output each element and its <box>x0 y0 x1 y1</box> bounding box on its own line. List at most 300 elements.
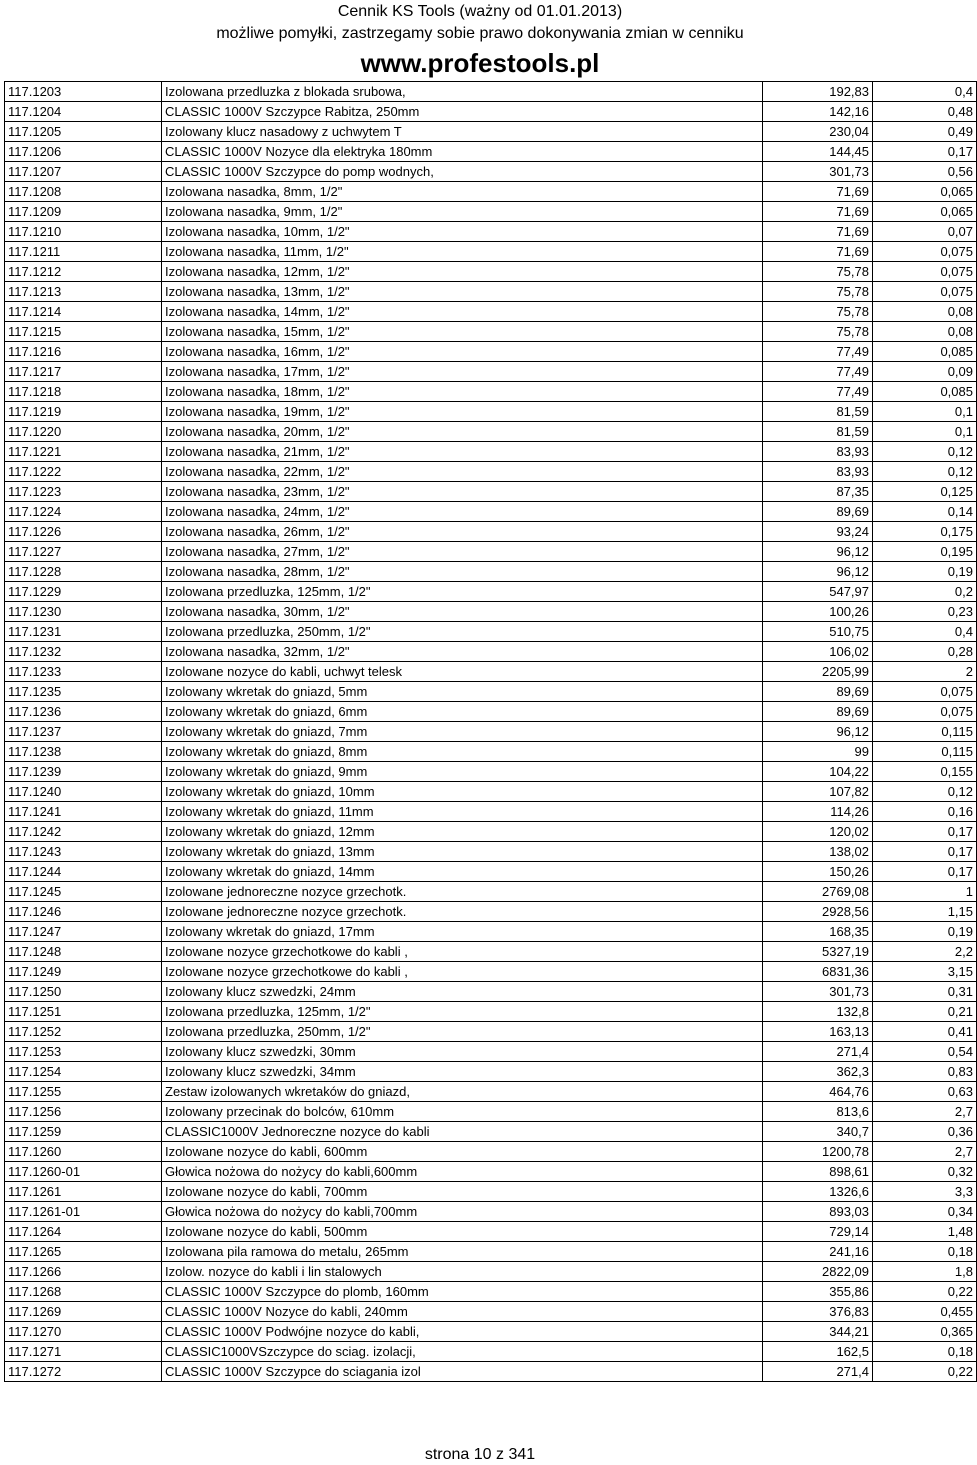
price-cell: 75,78 <box>763 302 873 322</box>
table-row <box>5 522 977 542</box>
weight-cell: 0,49 <box>873 122 977 142</box>
table-row <box>5 682 977 702</box>
product-name-cell: Zestaw izolowanych wkretaków do gniazd, <box>162 1082 763 1102</box>
product-code-cell: 117.1230 <box>5 602 162 622</box>
table-row <box>5 462 977 482</box>
table-row <box>5 502 977 522</box>
product-name-cell: Izolowana przedluzka, 125mm, 1/2" <box>162 1002 763 1022</box>
price-cell: 87,35 <box>763 482 873 502</box>
product-code-cell: 117.1252 <box>5 1022 162 1042</box>
product-code-cell: 117.1238 <box>5 742 162 762</box>
weight-cell: 1,48 <box>873 1222 977 1242</box>
product-code-cell: 117.1232 <box>5 642 162 662</box>
product-code-cell: 117.1239 <box>5 762 162 782</box>
product-name-cell: Izolowana nasadka, 20mm, 1/2" <box>162 422 763 442</box>
product-name-cell: Izolowany klucz nasadowy z uchwytem T <box>162 122 763 142</box>
table-row <box>5 182 977 202</box>
table-row <box>5 262 977 282</box>
table-row <box>5 1062 977 1082</box>
weight-cell: 0,075 <box>873 262 977 282</box>
price-cell: 2928,56 <box>763 902 873 922</box>
table-row <box>5 82 977 102</box>
product-code-cell: 117.1259 <box>5 1122 162 1142</box>
table-row <box>5 1222 977 1242</box>
table-row <box>5 702 977 722</box>
weight-cell: 0,075 <box>873 242 977 262</box>
table-row <box>5 422 977 442</box>
product-code-cell: 117.1247 <box>5 922 162 942</box>
price-cell: 192,83 <box>763 82 873 102</box>
price-cell: 107,82 <box>763 782 873 802</box>
product-name-cell: Izolowana nasadka, 22mm, 1/2" <box>162 462 763 482</box>
product-code-cell: 117.1219 <box>5 402 162 422</box>
price-cell: 104,22 <box>763 762 873 782</box>
product-code-cell: 117.1237 <box>5 722 162 742</box>
price-cell: 2205,99 <box>763 662 873 682</box>
weight-cell: 0,83 <box>873 1062 977 1082</box>
product-code-cell: 117.1212 <box>5 262 162 282</box>
product-code-cell: 117.1261 <box>5 1182 162 1202</box>
table-row <box>5 362 977 382</box>
table-row <box>5 222 977 242</box>
table-row <box>5 122 977 142</box>
table-row <box>5 102 977 122</box>
weight-cell: 0,155 <box>873 762 977 782</box>
weight-cell: 3,15 <box>873 962 977 982</box>
price-cell: 75,78 <box>763 282 873 302</box>
product-name-cell: Izolowane nozyce do kabli, uchwyt telesk <box>162 662 763 682</box>
weight-cell: 0,175 <box>873 522 977 542</box>
product-code-cell: 117.1211 <box>5 242 162 262</box>
product-code-cell: 117.1215 <box>5 322 162 342</box>
table-row <box>5 1302 977 1322</box>
price-cell: 355,86 <box>763 1282 873 1302</box>
price-cell: 271,4 <box>763 1042 873 1062</box>
price-cell: 344,21 <box>763 1322 873 1342</box>
product-name-cell: CLASSIC 1000V Szczypce do plomb, 160mm <box>162 1282 763 1302</box>
product-name-cell: Izolowane jednoreczne nozyce grzechotk. <box>162 902 763 922</box>
price-cell: 75,78 <box>763 262 873 282</box>
weight-cell: 0,195 <box>873 542 977 562</box>
table-row <box>5 1262 977 1282</box>
table-row <box>5 1122 977 1142</box>
product-name-cell: Izolowany klucz szwedzki, 30mm <box>162 1042 763 1062</box>
price-cell: 77,49 <box>763 342 873 362</box>
price-cell: 2769,08 <box>763 882 873 902</box>
price-cell: 77,49 <box>763 382 873 402</box>
table-row <box>5 842 977 862</box>
weight-cell: 0,12 <box>873 462 977 482</box>
product-code-cell: 117.1204 <box>5 102 162 122</box>
product-name-cell: Izolowany przecinak do bolców, 610mm <box>162 1102 763 1122</box>
weight-cell: 0,4 <box>873 622 977 642</box>
table-row <box>5 1102 977 1122</box>
product-code-cell: 117.1226 <box>5 522 162 542</box>
product-name-cell: CLASSIC 1000V Nozyce dla elektryka 180mm <box>162 142 763 162</box>
price-cell: 71,69 <box>763 182 873 202</box>
product-name-cell: CLASSIC 1000V Szczypce do sciagania izol <box>162 1362 763 1382</box>
product-name-cell: Izolowany wkretak do gniazd, 11mm <box>162 802 763 822</box>
table-row <box>5 582 977 602</box>
table-row <box>5 1362 977 1382</box>
table-row <box>5 1082 977 1102</box>
product-code-cell: 117.1216 <box>5 342 162 362</box>
table-row <box>5 322 977 342</box>
table-row <box>5 142 977 162</box>
product-name-cell: Izolowany klucz szwedzki, 24mm <box>162 982 763 1002</box>
price-cell: 71,69 <box>763 222 873 242</box>
product-code-cell: 117.1206 <box>5 142 162 162</box>
product-name-cell: Izolowany wkretak do gniazd, 12mm <box>162 822 763 842</box>
price-cell: 71,69 <box>763 202 873 222</box>
product-name-cell: Izolowana nasadka, 32mm, 1/2" <box>162 642 763 662</box>
table-row <box>5 902 977 922</box>
weight-cell: 0,14 <box>873 502 977 522</box>
weight-cell: 0,07 <box>873 222 977 242</box>
table-row <box>5 962 977 982</box>
price-cell: 893,03 <box>763 1202 873 1222</box>
product-name-cell: Izolowany wkretak do gniazd, 14mm <box>162 862 763 882</box>
weight-cell: 0,31 <box>873 982 977 1002</box>
price-cell: 547,97 <box>763 582 873 602</box>
price-cell: 96,12 <box>763 542 873 562</box>
table-row <box>5 1242 977 1262</box>
product-code-cell: 117.1220 <box>5 422 162 442</box>
table-row <box>5 442 977 462</box>
price-cell: 1326,6 <box>763 1182 873 1202</box>
product-name-cell: CLASSIC 1000V Nozyce do kabli, 240mm <box>162 1302 763 1322</box>
price-cell: 81,59 <box>763 422 873 442</box>
weight-cell: 0,12 <box>873 442 977 462</box>
product-name-cell: Izolowana nasadka, 11mm, 1/2" <box>162 242 763 262</box>
product-name-cell: Izolowana przedluzka, 125mm, 1/2" <box>162 582 763 602</box>
document-subtitle: możliwe pomyłki, zastrzegamy sobie prawo dokonywania zmian w cenniku <box>216 25 744 42</box>
price-cell: 96,12 <box>763 722 873 742</box>
product-code-cell: 117.1250 <box>5 982 162 1002</box>
weight-cell: 0,36 <box>873 1122 977 1142</box>
weight-cell: 0,125 <box>873 482 977 502</box>
table-row <box>5 242 977 262</box>
table-row <box>5 282 977 302</box>
weight-cell: 0,17 <box>873 842 977 862</box>
product-name-cell: CLASSIC 1000V Szczypce do pomp wodnych, <box>162 162 763 182</box>
product-name-cell: Izolowana przedluzka, 250mm, 1/2" <box>162 1022 763 1042</box>
weight-cell: 0,32 <box>873 1162 977 1182</box>
price-cell: 362,3 <box>763 1062 873 1082</box>
product-name-cell: Izolowana nasadka, 19mm, 1/2" <box>162 402 763 422</box>
table-row <box>5 602 977 622</box>
product-code-cell: 117.1231 <box>5 622 162 642</box>
product-code-cell: 117.1254 <box>5 1062 162 1082</box>
page-footer <box>0 1445 960 1465</box>
product-name-cell: Izolowane jednoreczne nozyce grzechotk. <box>162 882 763 902</box>
product-code-cell: 117.1240 <box>5 782 162 802</box>
table-row <box>5 722 977 742</box>
table-row <box>5 762 977 782</box>
table-row <box>5 942 977 962</box>
product-name-cell: Izolowany wkretak do gniazd, 8mm <box>162 742 763 762</box>
page-number: strona 10 z 341 <box>424 1446 536 1463</box>
weight-cell: 0,28 <box>873 642 977 662</box>
weight-cell: 3,3 <box>873 1182 977 1202</box>
table-row <box>5 402 977 422</box>
table-row <box>5 922 977 942</box>
table-row <box>5 882 977 902</box>
table-row <box>5 1202 977 1222</box>
product-name-cell: Izolowana nasadka, 24mm, 1/2" <box>162 502 763 522</box>
table-row <box>5 542 977 562</box>
price-cell: 340,7 <box>763 1122 873 1142</box>
weight-cell: 0,08 <box>873 302 977 322</box>
product-code-cell: 117.1260 <box>5 1142 162 1162</box>
table-row <box>5 1022 977 1042</box>
product-code-cell: 117.1242 <box>5 822 162 842</box>
product-code-cell: 117.1272 <box>5 1362 162 1382</box>
weight-cell: 0,2 <box>873 582 977 602</box>
weight-cell: 0,22 <box>873 1282 977 1302</box>
product-code-cell: 117.1265 <box>5 1242 162 1262</box>
price-cell: 89,69 <box>763 502 873 522</box>
table-row <box>5 802 977 822</box>
product-code-cell: 117.1270 <box>5 1322 162 1342</box>
weight-cell: 2,2 <box>873 942 977 962</box>
price-cell: 89,69 <box>763 702 873 722</box>
product-code-cell: 117.1203 <box>5 82 162 102</box>
product-code-cell: 117.1251 <box>5 1002 162 1022</box>
table-row <box>5 382 977 402</box>
product-name-cell: Izolowana nasadka, 18mm, 1/2" <box>162 382 763 402</box>
price-cell: 96,12 <box>763 562 873 582</box>
product-name-cell: Izolowana nasadka, 30mm, 1/2" <box>162 602 763 622</box>
product-code-cell: 117.1245 <box>5 882 162 902</box>
weight-cell: 0,56 <box>873 162 977 182</box>
product-code-cell: 117.1260-01 <box>5 1162 162 1182</box>
website-url: www.profestools.pl <box>360 48 600 78</box>
price-cell: 729,14 <box>763 1222 873 1242</box>
table-row <box>5 642 977 662</box>
product-code-cell: 117.1243 <box>5 842 162 862</box>
product-name-cell: Izolowane nozyce do kabli, 500mm <box>162 1222 763 1242</box>
document-title: Cennik KS Tools (ważny od 01.01.2013) <box>337 3 623 20</box>
product-code-cell: 117.1264 <box>5 1222 162 1242</box>
table-row <box>5 202 977 222</box>
price-cell: 83,93 <box>763 442 873 462</box>
weight-cell: 2 <box>873 662 977 682</box>
table-row <box>5 782 977 802</box>
price-cell: 81,59 <box>763 402 873 422</box>
table-row <box>5 822 977 842</box>
product-code-cell: 117.1213 <box>5 282 162 302</box>
weight-cell: 0,455 <box>873 1302 977 1322</box>
weight-cell: 0,19 <box>873 922 977 942</box>
product-name-cell: Izolowany wkretak do gniazd, 9mm <box>162 762 763 782</box>
product-name-cell: Izolowany wkretak do gniazd, 5mm <box>162 682 763 702</box>
product-name-cell: Izolowana nasadka, 23mm, 1/2" <box>162 482 763 502</box>
table-row <box>5 1282 977 1302</box>
weight-cell: 0,23 <box>873 602 977 622</box>
weight-cell: 0,17 <box>873 862 977 882</box>
product-name-cell: Izolowane nozyce grzechotkowe do kabli , <box>162 962 763 982</box>
product-code-cell: 117.1221 <box>5 442 162 462</box>
weight-cell: 0,54 <box>873 1042 977 1062</box>
price-cell: 75,78 <box>763 322 873 342</box>
product-name-cell: Głowica nożowa do nożycy do kabli,600mm <box>162 1162 763 1182</box>
price-cell: 150,26 <box>763 862 873 882</box>
price-cell: 2822,09 <box>763 1262 873 1282</box>
price-cell: 376,83 <box>763 1302 873 1322</box>
product-code-cell: 117.1222 <box>5 462 162 482</box>
product-name-cell: Izolowany wkretak do gniazd, 17mm <box>162 922 763 942</box>
price-cell: 241,16 <box>763 1242 873 1262</box>
table-row <box>5 862 977 882</box>
weight-cell: 0,17 <box>873 142 977 162</box>
product-code-cell: 117.1261-01 <box>5 1202 162 1222</box>
product-code-cell: 117.1209 <box>5 202 162 222</box>
weight-cell: 0,08 <box>873 322 977 342</box>
product-name-cell: Izolowane nozyce do kabli, 600mm <box>162 1142 763 1162</box>
table-row <box>5 622 977 642</box>
weight-cell: 0,19 <box>873 562 977 582</box>
price-cell: 168,35 <box>763 922 873 942</box>
table-row <box>5 1002 977 1022</box>
weight-cell: 0,115 <box>873 742 977 762</box>
product-name-cell: CLASSIC1000VSzczypce do sciag. izolacji, <box>162 1342 763 1362</box>
product-name-cell: CLASSIC 1000V Podwójne nozyce do kabli, <box>162 1322 763 1342</box>
table-row <box>5 342 977 362</box>
product-name-cell: Izolowana nasadka, 26mm, 1/2" <box>162 522 763 542</box>
product-name-cell: Izolowany wkretak do gniazd, 13mm <box>162 842 763 862</box>
product-name-cell: CLASSIC 1000V Szczypce Rabitza, 250mm <box>162 102 763 122</box>
weight-cell: 0,065 <box>873 202 977 222</box>
table-row <box>5 1322 977 1342</box>
weight-cell: 0,075 <box>873 282 977 302</box>
table-row <box>5 1042 977 1062</box>
product-name-cell: CLASSIC1000V Jednoreczne nozyce do kabli <box>162 1122 763 1142</box>
product-name-cell: Izolowana nasadka, 14mm, 1/2" <box>162 302 763 322</box>
table-row <box>5 302 977 322</box>
product-name-cell: Izolowana przedluzka, 250mm, 1/2" <box>162 622 763 642</box>
weight-cell: 2,7 <box>873 1102 977 1122</box>
product-code-cell: 117.1208 <box>5 182 162 202</box>
weight-cell: 0,1 <box>873 402 977 422</box>
price-cell: 114,26 <box>763 802 873 822</box>
product-code-cell: 117.1253 <box>5 1042 162 1062</box>
product-name-cell: Izolowany wkretak do gniazd, 10mm <box>162 782 763 802</box>
weight-cell: 1,15 <box>873 902 977 922</box>
table-row <box>5 1342 977 1362</box>
product-code-cell: 117.1248 <box>5 942 162 962</box>
product-code-cell: 117.1228 <box>5 562 162 582</box>
table-row <box>5 1162 977 1182</box>
price-cell: 813,6 <box>763 1102 873 1122</box>
price-cell: 230,04 <box>763 122 873 142</box>
product-code-cell: 117.1269 <box>5 1302 162 1322</box>
product-code-cell: 117.1244 <box>5 862 162 882</box>
product-name-cell: Izolowana nasadka, 9mm, 1/2" <box>162 202 763 222</box>
price-cell: 99 <box>763 742 873 762</box>
table-row <box>5 482 977 502</box>
product-code-cell: 117.1218 <box>5 382 162 402</box>
product-name-cell: Głowica nożowa do nożycy do kabli,700mm <box>162 1202 763 1222</box>
product-code-cell: 117.1205 <box>5 122 162 142</box>
price-cell: 132,8 <box>763 1002 873 1022</box>
product-code-cell: 117.1246 <box>5 902 162 922</box>
price-cell: 144,45 <box>763 142 873 162</box>
product-code-cell: 117.1207 <box>5 162 162 182</box>
price-cell: 142,16 <box>763 102 873 122</box>
product-code-cell: 117.1227 <box>5 542 162 562</box>
price-cell: 163,13 <box>763 1022 873 1042</box>
table-row <box>5 982 977 1002</box>
weight-cell: 0,1 <box>873 422 977 442</box>
product-code-cell: 117.1217 <box>5 362 162 382</box>
product-name-cell: Izolowany wkretak do gniazd, 7mm <box>162 722 763 742</box>
product-name-cell: Izolowana nasadka, 13mm, 1/2" <box>162 282 763 302</box>
product-name-cell: Izolowana nasadka, 16mm, 1/2" <box>162 342 763 362</box>
product-name-cell: Izolowana przedluzka z blokada srubowa, <box>162 82 763 102</box>
product-code-cell: 117.1266 <box>5 1262 162 1282</box>
weight-cell: 0,4 <box>873 82 977 102</box>
price-cell: 77,49 <box>763 362 873 382</box>
product-name-cell: Izolowana nasadka, 27mm, 1/2" <box>162 542 763 562</box>
weight-cell: 0,16 <box>873 802 977 822</box>
product-code-cell: 117.1241 <box>5 802 162 822</box>
product-code-cell: 117.1233 <box>5 662 162 682</box>
weight-cell: 0,075 <box>873 702 977 722</box>
price-cell: 301,73 <box>763 162 873 182</box>
weight-cell: 0,09 <box>873 362 977 382</box>
product-code-cell: 117.1224 <box>5 502 162 522</box>
weight-cell: 0,48 <box>873 102 977 122</box>
weight-cell: 0,34 <box>873 1202 977 1222</box>
weight-cell: 0,365 <box>873 1322 977 1342</box>
table-row <box>5 1142 977 1162</box>
price-cell: 464,76 <box>763 1082 873 1102</box>
product-code-cell: 117.1214 <box>5 302 162 322</box>
product-name-cell: Izolowany wkretak do gniazd, 6mm <box>162 702 763 722</box>
price-cell: 6831,36 <box>763 962 873 982</box>
table-row <box>5 1182 977 1202</box>
table-row <box>5 742 977 762</box>
price-cell: 301,73 <box>763 982 873 1002</box>
product-name-cell: Izolowane nozyce do kabli, 700mm <box>162 1182 763 1202</box>
price-cell: 162,5 <box>763 1342 873 1362</box>
price-cell: 271,4 <box>763 1362 873 1382</box>
table-row <box>5 662 977 682</box>
product-name-cell: Izolowana nasadka, 15mm, 1/2" <box>162 322 763 342</box>
weight-cell: 1 <box>873 882 977 902</box>
weight-cell: 0,63 <box>873 1082 977 1102</box>
product-code-cell: 117.1249 <box>5 962 162 982</box>
product-code-cell: 117.1255 <box>5 1082 162 1102</box>
product-name-cell: Izolowana nasadka, 8mm, 1/2" <box>162 182 763 202</box>
product-name-cell: Izolow. nozyce do kabli i lin stalowych <box>162 1262 763 1282</box>
product-name-cell: Izolowana nasadka, 17mm, 1/2" <box>162 362 763 382</box>
price-cell: 71,69 <box>763 242 873 262</box>
weight-cell: 0,065 <box>873 182 977 202</box>
price-cell: 83,93 <box>763 462 873 482</box>
price-list-body <box>5 82 977 1382</box>
price-cell: 100,26 <box>763 602 873 622</box>
weight-cell: 1,8 <box>873 1262 977 1282</box>
price-cell: 89,69 <box>763 682 873 702</box>
price-cell: 120,02 <box>763 822 873 842</box>
product-name-cell: Izolowana nasadka, 28mm, 1/2" <box>162 562 763 582</box>
weight-cell: 0,22 <box>873 1362 977 1382</box>
price-cell: 93,24 <box>763 522 873 542</box>
price-cell: 1200,78 <box>763 1142 873 1162</box>
product-code-cell: 117.1256 <box>5 1102 162 1122</box>
